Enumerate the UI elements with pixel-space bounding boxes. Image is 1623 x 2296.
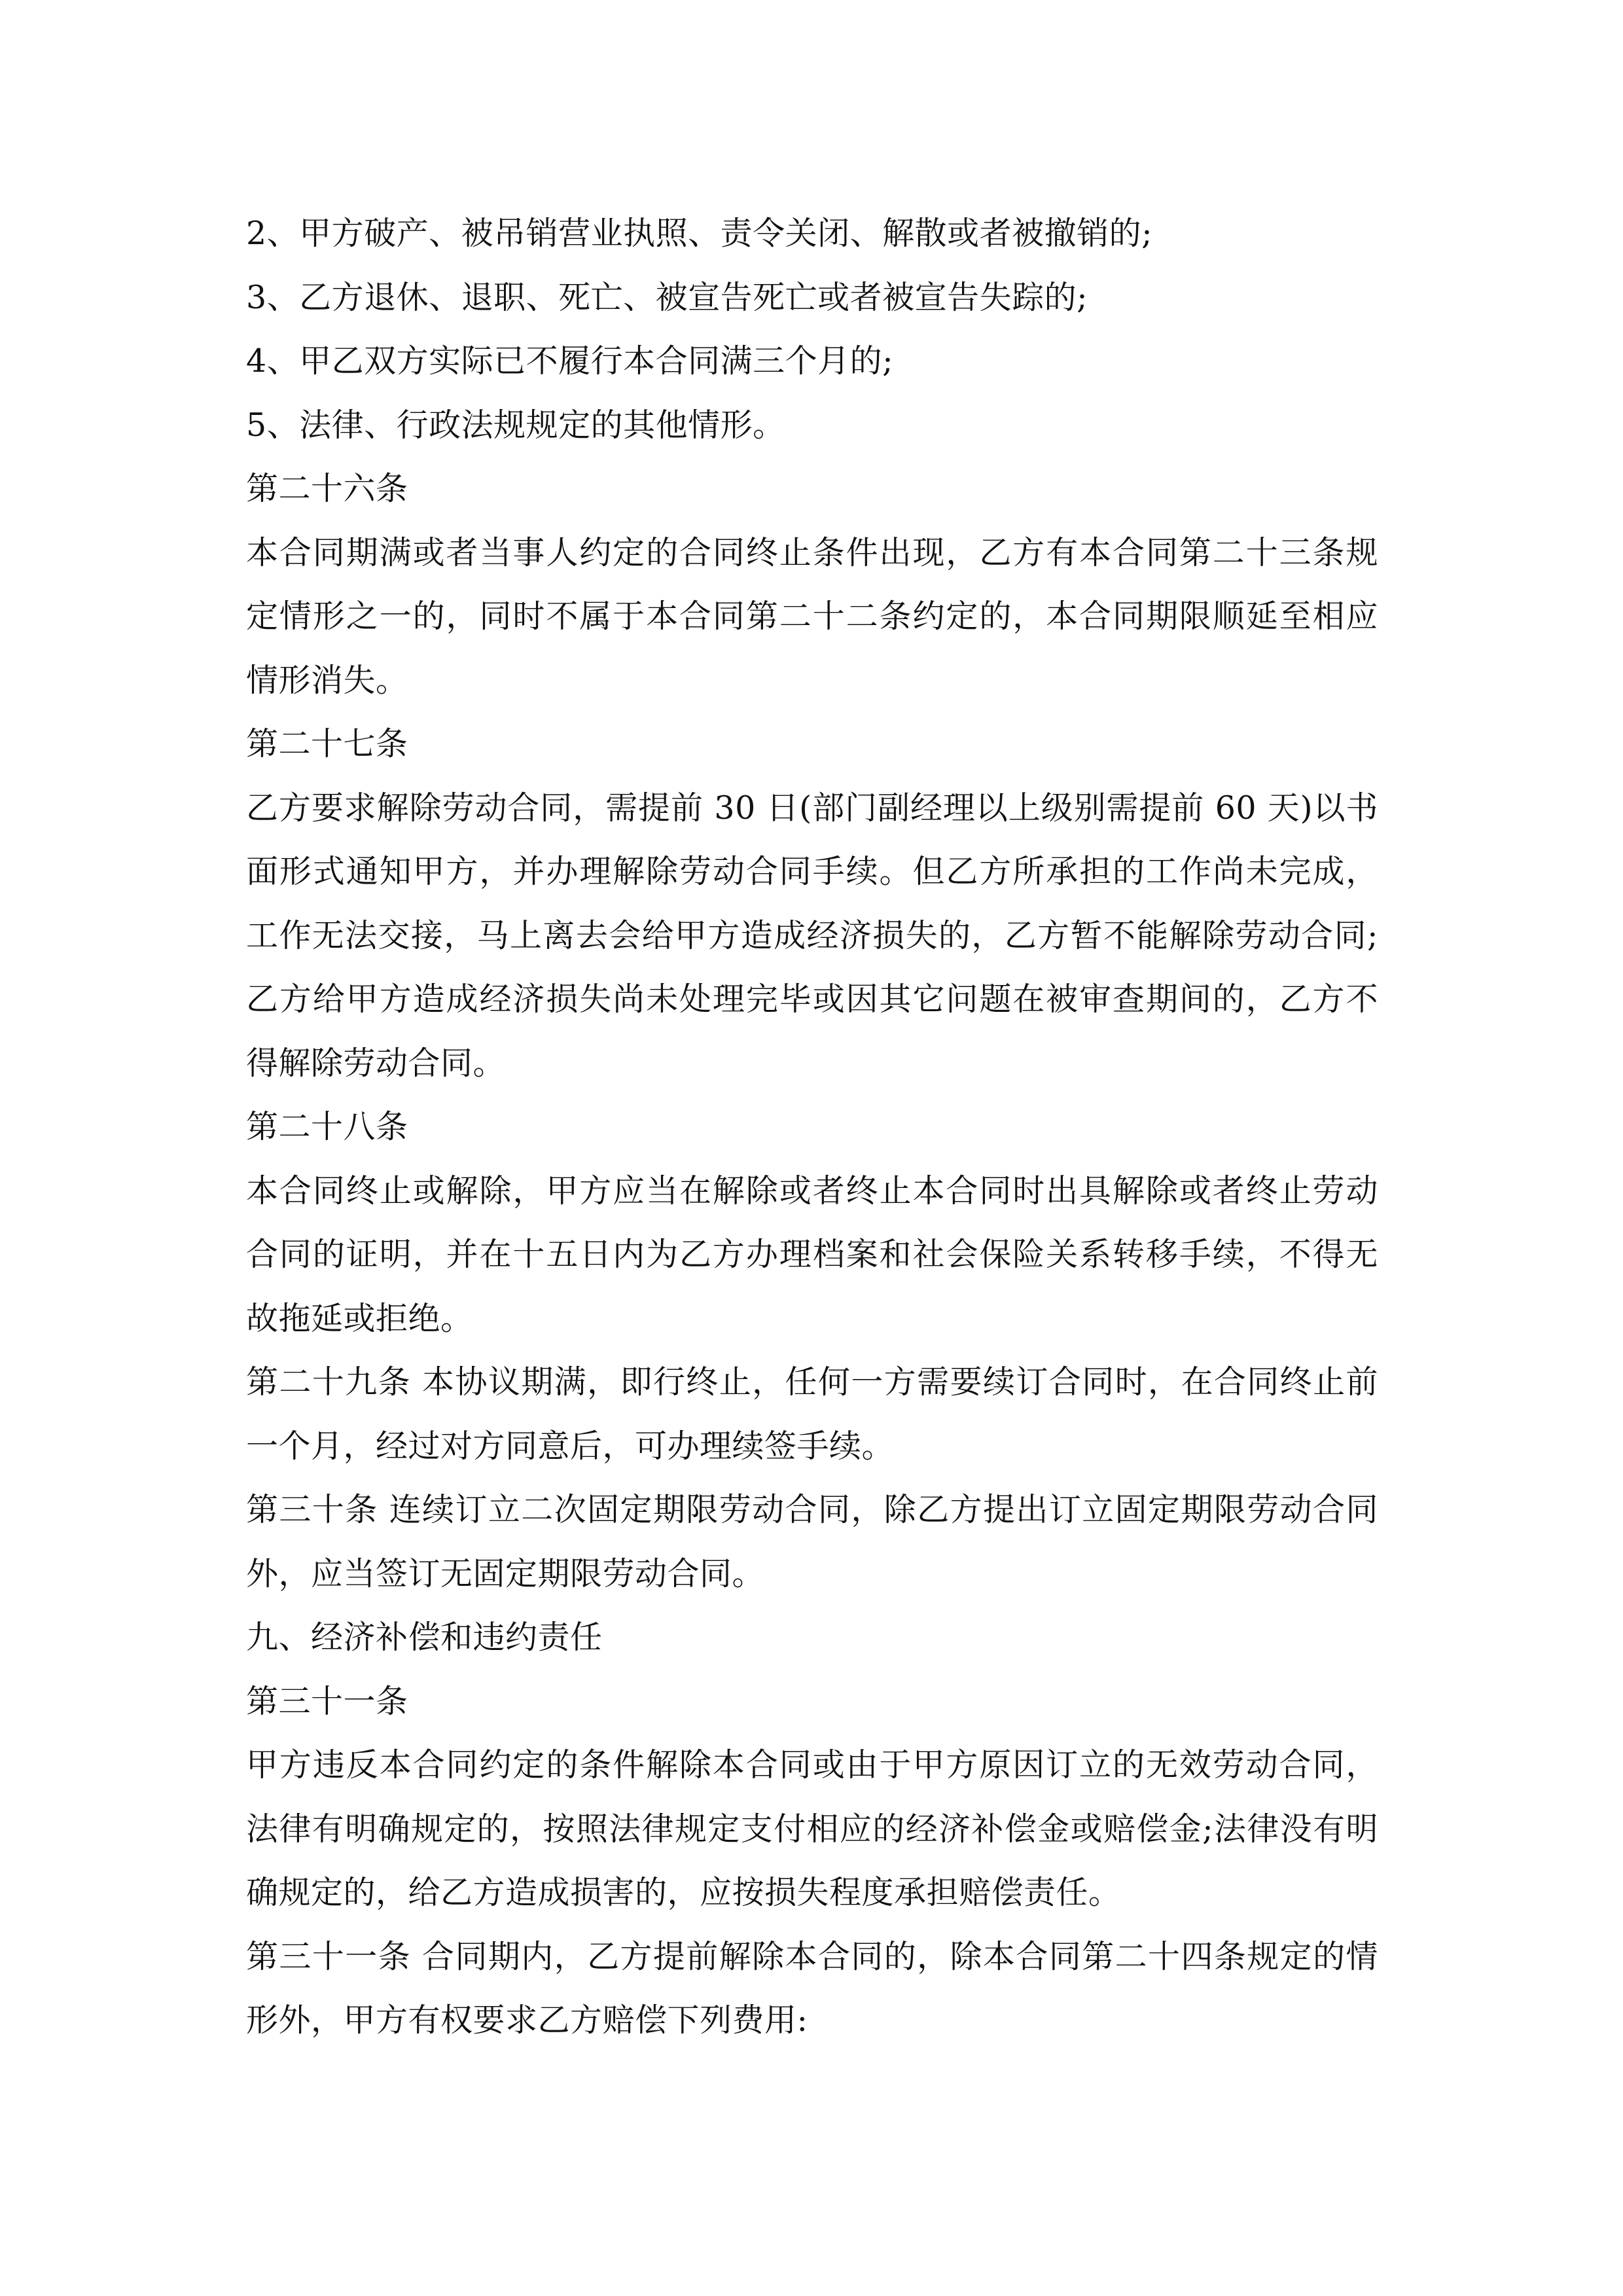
article-31-body: 甲方违反本合同约定的条件解除本合同或由于甲方原因订立的无效劳动合同，法律有明确规定的，按照法律规定支付相应的经济补偿金或赔偿金;法律没有明确规定的，给乙方造成损害的，应按损失程度承担赔偿责任。 xyxy=(246,1746,1378,1911)
article-26-heading: 第二十六条 xyxy=(246,470,408,507)
article-27-heading: 第二十七条 xyxy=(246,725,408,762)
article-31-second: 第三十一条 合同期内，乙方提前解除本合同的，除本合同第二十四条规定的情形外，甲方有权要求乙方赔偿下列费用: xyxy=(246,1937,1378,2039)
clause-item-5: 5、法律、行政法规规定的其他情形。 xyxy=(246,406,785,444)
article-30: 第三十条 连续订立二次固定期限劳动合同，除乙方提出订立固定期限劳动合同外，应当签订无固定期限劳动合同。 xyxy=(246,1491,1378,1592)
clause-item-3: 3、乙方退休、退职、死亡、被宣告死亡或者被宣告失踪的; xyxy=(246,278,1088,316)
article-29: 第二十九条 本协议期满，即行终止，任何一方需要续订合同时，在合同终止前一个月，经过对方同意后，可办理续签手续。 xyxy=(246,1363,1378,1465)
clause-item-4: 4、甲乙双方实际已不履行本合同满三个月的; xyxy=(246,342,894,380)
article-31-heading: 第三十一条 xyxy=(246,1682,408,1720)
article-27-body: 乙方要求解除劳动合同，需提前 30 日(部门副经理以上级别需提前 60 天)以书面形式通知甲方，并办理解除劳动合同手续。但乙方所承担的工作尚未完成，工作无法交接，马上离去会给甲方造成经济损失的，乙方暂不能解除劳动合同;乙方给甲方造成经济损失尚未处理完毕或因其它问题在被审查期间的，乙方不得解除劳动合同。 xyxy=(246,789,1378,1082)
section-9-heading: 九、经济补偿和违约责任 xyxy=(246,1619,603,1656)
article-28-body: 本合同终止或解除，甲方应当在解除或者终止本合同时出具解除或者终止劳动合同的证明，并在十五日内为乙方办理档案和社会保险关系转移手续，不得无故拖延或拒绝。 xyxy=(246,1172,1378,1337)
document-body xyxy=(246,202,1378,2053)
article-26-body: 本合同期满或者当事人约定的合同终止条件出现，乙方有本合同第二十三条规定情形之一的，同时不属于本合同第二十二条约定的，本合同期限顺延至相应情形消失。 xyxy=(246,533,1378,699)
clause-item-2: 2、甲方破产、被吊销营业执照、责令关闭、解散或者被撤销的; xyxy=(246,215,1153,252)
article-28-heading: 第二十八条 xyxy=(246,1108,408,1145)
